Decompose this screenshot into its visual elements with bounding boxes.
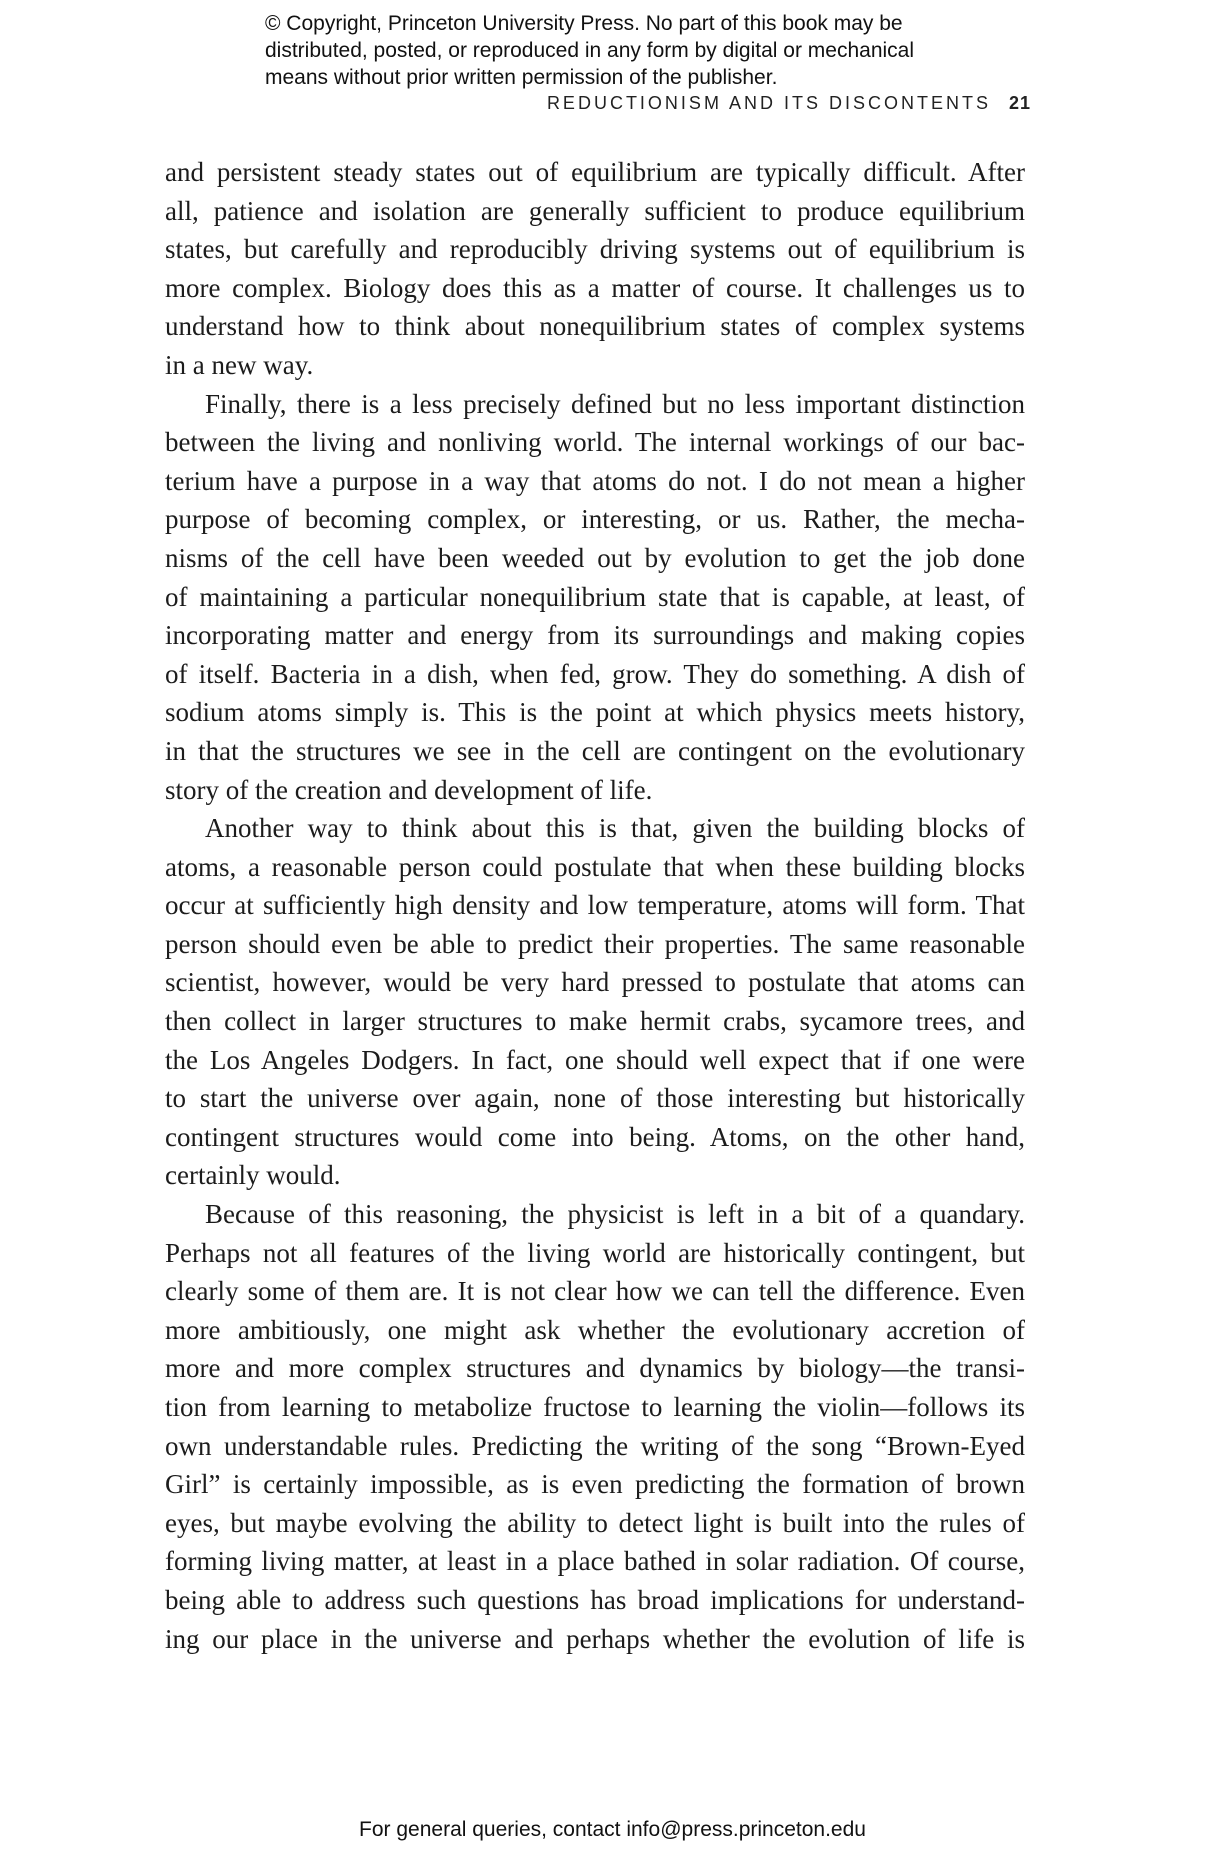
text-line: purpose of becoming complex, or interesting, or us. Rather, the mecha- — [165, 504, 1025, 535]
text-line: being able to address such questions has broad implications for understand- — [165, 1584, 1025, 1615]
text-line: states, but carefully and reproducibly driving systems out of equilibrium is — [165, 234, 1025, 265]
text-line: then collect in larger structures to make hermit crabs, sycamore trees, and — [165, 1006, 1025, 1037]
text-line: between the living and nonliving world. The internal workings of our bac- — [165, 427, 1025, 458]
body-text — [165, 153, 1025, 1658]
copyright-line: means without prior written permission of the publisher. — [265, 66, 778, 89]
running-head — [547, 93, 1031, 114]
text-line: clearly some of them are. It is not clear how we can tell the difference. Even — [165, 1276, 1025, 1307]
text-line: certainly would. — [165, 1160, 341, 1191]
text-line: understand how to think about nonequilibrium states of complex systems — [165, 311, 1025, 342]
text-line: Because of this reasoning, the physicist is left in a bit of a quandary. — [205, 1199, 1025, 1230]
text-line: Finally, there is a less precisely defined but no less important distinction — [205, 388, 1025, 419]
text-line: in a new way. — [165, 349, 314, 380]
text-line: atoms, a reasonable person could postulate that when these building blocks — [165, 851, 1025, 882]
text-line: eyes, but maybe evolving the ability to detect light is built into the rules of — [165, 1507, 1025, 1538]
footer-contact: For general queries, contact info@press.princeton.edu — [359, 1818, 866, 1841]
text-line: contingent structures would come into being. Atoms, on the other hand, — [165, 1121, 1025, 1152]
text-line: of itself. Bacteria in a dish, when fed, grow. They do something. A dish of — [165, 658, 1025, 689]
text-line: of maintaining a particular nonequilibrium state that is capable, at least, of — [165, 581, 1025, 612]
text-line: nisms of the cell have been weeded out by evolution to get the job done — [165, 542, 1025, 573]
text-line: Perhaps not all features of the living world are historically contingent, but — [165, 1237, 1025, 1268]
text-line: terium have a purpose in a way that atoms do not. I do not mean a higher — [165, 465, 1025, 496]
text-line: occur at sufficiently high density and low temperature, atoms will form. That — [165, 890, 1025, 921]
text-line: and persistent steady states out of equilibrium are typically difficult. After — [165, 157, 1025, 187]
text-line: incorporating matter and energy from its surroundings and making copies — [165, 620, 1025, 651]
copyright-line: © Copyright, Princeton University Press. No part of this book may be — [265, 12, 903, 35]
text-line: in that the structures we see in the cell are contingent on the evolutionary — [165, 735, 1025, 766]
text-line: person should even be able to predict their properties. The same reasonable — [165, 928, 1025, 959]
text-line: more complex. Biology does this as a matter of course. It challenges us to — [165, 272, 1025, 303]
text-line: the Los Angeles Dodgers. In fact, one should well expect that if one were — [165, 1044, 1025, 1075]
text-line: more ambitiously, one might ask whether the evolutionary accretion of — [165, 1314, 1025, 1345]
text-line: ing our place in the universe and perhaps whether the evolution of life is — [165, 1623, 1025, 1654]
copyright-notice — [265, 10, 1025, 91]
copyright-line: distributed, posted, or reproduced in any form by digital or mechanical — [265, 39, 915, 62]
text-line: all, patience and isolation are generally sufficient to produce equilibrium — [165, 195, 1025, 226]
text-line: tion from learning to metabolize fructose to learning the violin—follows its — [165, 1392, 1025, 1422]
text-line: forming living matter, at least in a place bathed in solar radiation. Of course, — [165, 1546, 1025, 1577]
text-line: scientist, however, would be very hard pressed to postulate that atoms can — [165, 967, 1025, 998]
text-line: Another way to think about this is that, given the building blocks of — [205, 813, 1025, 844]
text-line: more and more complex structures and dynamics by biology—the transi- — [165, 1353, 1025, 1384]
page-number: 21 — [1008, 93, 1031, 113]
text-line: Girl” is certainly impossible, as is even predicting the formation of brown — [165, 1469, 1025, 1500]
text-line: sodium atoms simply is. This is the point at which physics meets history, — [165, 697, 1025, 728]
running-head-title: REDUCTIONISM AND ITS DISCONTENTS — [546, 93, 991, 113]
text-line: to start the universe over again, none of those interesting but historically — [165, 1083, 1025, 1114]
text-line: own understandable rules. Predicting the writing of the song “Brown-Eyed — [165, 1430, 1025, 1461]
text-line: story of the creation and development of life. — [165, 774, 653, 805]
